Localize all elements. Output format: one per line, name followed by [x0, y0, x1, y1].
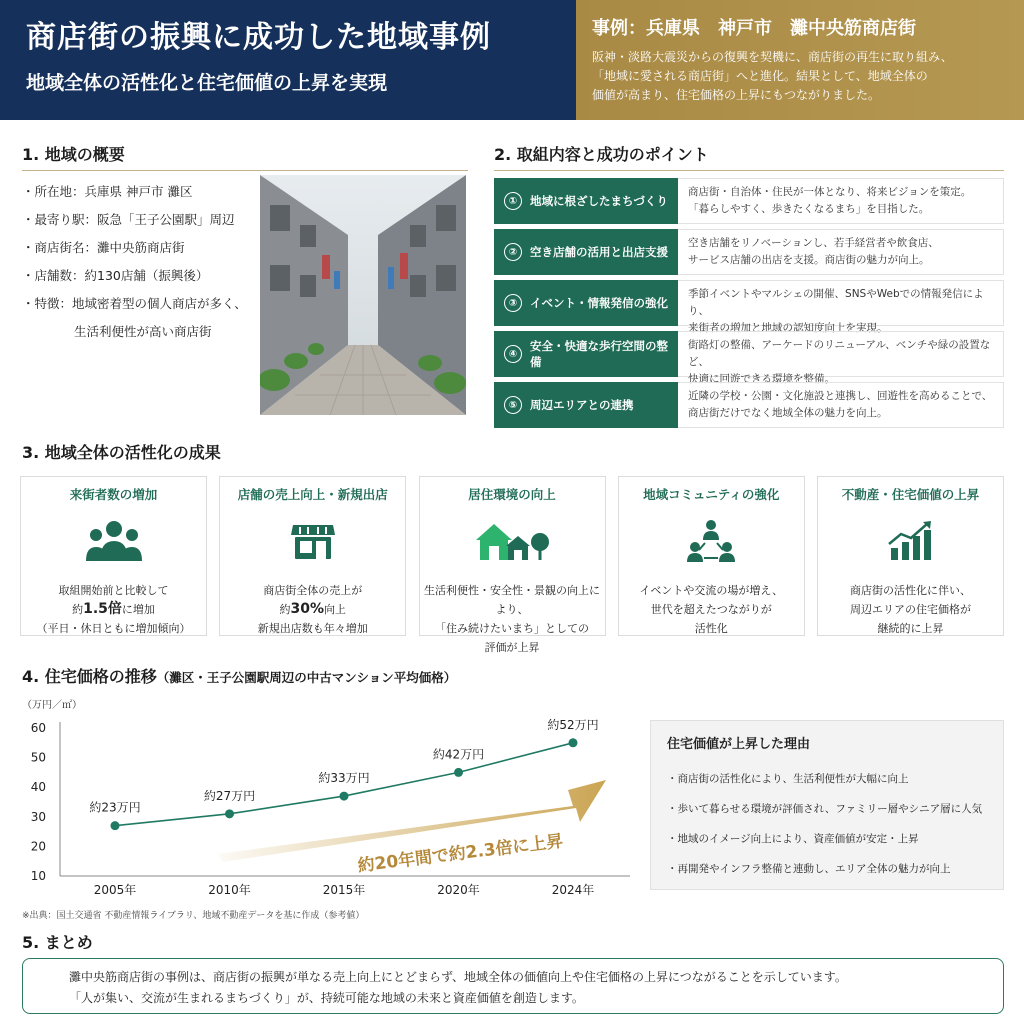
housing-price-line-chart — [18, 694, 638, 906]
case-desc-line: 「地域に愛される商店街」へと進化。結果として、地域全体の — [592, 69, 928, 83]
point-label-text: 安全・快適な歩行空間の整備 — [530, 339, 668, 369]
point-row — [494, 229, 1004, 275]
case-summary-block — [576, 0, 1024, 120]
point-number: ③ — [504, 294, 522, 312]
price-data-point — [569, 738, 578, 747]
reasons-list — [667, 764, 1003, 884]
page-subtitle: 地域全体の活性化と住宅価値の上昇を実現 — [26, 72, 388, 94]
card-title: 不動産・住宅価値の上昇 — [841, 487, 980, 502]
overview-list — [22, 178, 258, 346]
result-card — [419, 476, 606, 654]
point-number: ⑤ — [504, 396, 522, 414]
header-banner — [0, 0, 1024, 120]
summary-box — [22, 958, 1004, 1014]
overview-item-continued: 生活利便性が高い商店街 — [74, 324, 212, 339]
card-line: 新規出店数も年々増加 — [257, 622, 368, 635]
point-desc-line: 季節イベントやマルシェの開催、SNSやWebでの情報発信により、 — [688, 288, 984, 317]
card-line: 世代を超えたつながりが — [650, 603, 772, 616]
summary-line: 「人が集い、交流が生まれるまちづくり」が、持続可能な地域の未来と資産価値を創造します。 — [69, 991, 584, 1005]
result-card — [20, 476, 207, 636]
point-desc-line: 「暮らしやすく、歩きたくなるまち」を目指した。 — [688, 203, 930, 215]
growth-annotation: 約20年間で約2.3倍に上昇 — [356, 831, 565, 877]
shopping-street-photo — [260, 175, 466, 415]
chart-source-note: ※出典：国土交通省 不動産情報ライブラリ、地域不動産データを基に作成（参考値） — [22, 911, 365, 921]
point-row — [494, 331, 1004, 385]
section2-title: 2. 取組内容と成功のポイント — [494, 142, 1004, 171]
reason-item: ・地域のイメージ向上により、資産価値が安定・上昇 — [667, 833, 919, 845]
house-icon — [420, 511, 605, 571]
point-row — [494, 178, 1004, 224]
card-line-prefix: 約 — [72, 603, 84, 616]
price-data-label: 約27万円 — [203, 788, 256, 803]
point-desc-line: サービス店舗の出店を支援。商店街の魅力が向上。 — [688, 254, 930, 266]
card-text — [619, 581, 804, 638]
result-card — [817, 476, 1004, 636]
overview-item: ・商店街名：灘中央筋商店街 — [22, 240, 185, 255]
reasons-title: 住宅価値が上昇した理由 — [667, 737, 811, 752]
card-line-suffix: 向上 — [324, 603, 346, 616]
card-line: 活性化 — [694, 622, 728, 635]
point-number: ④ — [504, 345, 522, 363]
price-data-label: 約33万円 — [318, 771, 370, 786]
reasons-box — [650, 720, 1004, 890]
card-text — [21, 581, 206, 638]
card-highlight-value: 30% — [290, 601, 324, 617]
card-line: イベントや交流の場が増え、 — [639, 584, 784, 597]
point-label-text: 空き店舗の活用と出店支援 — [530, 245, 668, 259]
y-tick-label: 10 — [30, 869, 46, 883]
y-tick-label: 60 — [30, 721, 46, 735]
success-points-list — [494, 178, 1004, 433]
card-line: 継続的に上昇 — [877, 622, 944, 635]
card-title: 来街者数の増加 — [69, 487, 158, 502]
point-desc-line: 来街者の増加と地域の認知度向上を実現。 — [688, 322, 888, 334]
section5-title: 5. まとめ — [22, 933, 93, 952]
overview-item: ・特徴：地域密着型の個人商店が多く、 — [22, 296, 247, 311]
price-data-point — [225, 809, 234, 818]
point-label-text: 地域に根ざしたまちづくり — [530, 194, 668, 208]
point-description — [678, 382, 1004, 428]
card-line: 取組開始前と比較して — [58, 584, 169, 597]
point-desc-line: 商店街だけでなく地域全体の魅力を向上。 — [688, 407, 888, 419]
x-tick-label: 2005年 — [93, 883, 137, 897]
x-tick-label: 2020年 — [437, 883, 480, 897]
reason-item: ・歩いて暮らせる環境が評価され、ファミリー層やシニア層に人気 — [667, 803, 983, 815]
y-tick-label: 50 — [30, 750, 46, 765]
card-line: 商店街全体の売上が — [263, 584, 363, 597]
point-desc-line: 商店街・自治体・住民が一体となり、将来ビジョンを策定。 — [688, 186, 972, 198]
x-tick-label: 2015年 — [322, 883, 366, 897]
card-line: （平日・休日ともに増加傾向） — [36, 622, 191, 635]
point-desc-line: 空き店舗をリノベーションし、若手経営者や飲食店、 — [688, 237, 939, 249]
price-data-label: 約42万円 — [432, 747, 485, 762]
results-cards — [20, 476, 1004, 654]
card-title: 店舗の売上向上・新規出店 — [237, 487, 388, 502]
section1-title: 1. 地域の概要 — [22, 142, 468, 171]
point-label — [494, 382, 678, 428]
x-tick-label: 2010年 — [208, 883, 251, 897]
result-card — [219, 476, 406, 636]
growth-chart-icon — [818, 511, 1003, 571]
x-tick-label: 2024年 — [551, 883, 595, 897]
price-data-point — [340, 792, 349, 801]
reason-item: ・商店街の活性化により、生活利便性が大幅に向上 — [667, 773, 909, 785]
section3-title: 3. 地域全体の活性化の成果 — [22, 443, 221, 462]
point-number: ① — [504, 192, 522, 210]
overview-item: ・店舗数：約130店舗（振興後） — [22, 268, 209, 283]
card-title: 居住環境の向上 — [468, 487, 556, 502]
card-highlight-value: 1.5倍 — [83, 601, 122, 617]
case-desc-line: 価値が高まり、住宅価格の上昇にもつながりました。 — [592, 88, 881, 102]
people-icon — [21, 511, 206, 571]
page-title: 商店街の振興に成功した地域事例 — [26, 20, 491, 55]
case-title: 事例：兵庫県 神戸市 灘中央筋商店街 — [592, 18, 916, 39]
point-description — [678, 178, 1004, 224]
summary-line: 灘中央筋商店街の事例は、商店街の振興が単なる売上向上にとどまらず、地域全体の価値向上や住宅価格の上昇につながることを示しています。 — [69, 970, 847, 984]
price-data-label: 約52万円 — [547, 717, 599, 732]
point-label — [494, 280, 678, 326]
point-description — [678, 229, 1004, 275]
point-desc-line: 近隣の学校・公園・文化施設と連携し、回遊性を高めることで、 — [688, 390, 993, 402]
section4-title — [22, 664, 1004, 692]
card-text — [220, 581, 405, 638]
point-row — [494, 280, 1004, 334]
card-line: 商店街の活性化に伴い、 — [850, 584, 971, 597]
community-icon — [619, 511, 804, 571]
card-line: 「住み続けたいまち」としての — [435, 622, 589, 635]
overview-item: ・最寄り駅：阪急「王子公園駅」周辺 — [22, 212, 235, 227]
shop-icon — [220, 511, 405, 571]
case-desc-line: 阪神・淡路大震災からの復興を契機に、商店街の再生に取り組み、 — [592, 50, 953, 64]
point-label — [494, 229, 678, 275]
point-desc-line: 街路灯の整備、アーケードのリニューアル、ベンチや緑の設置など、 — [688, 339, 991, 368]
card-line-prefix: 約 — [279, 603, 291, 616]
point-number: ② — [504, 243, 522, 261]
section4-title-main: 4. 住宅価格の推移 — [22, 667, 157, 686]
card-line: 生活利便性・安全性・景観の向上により、 — [424, 584, 600, 616]
point-label — [494, 331, 678, 377]
point-label — [494, 178, 678, 224]
header-title-block — [0, 0, 576, 120]
y-tick-label: 40 — [30, 780, 46, 795]
price-data-point — [111, 821, 120, 830]
price-data-label: 約23万円 — [89, 800, 141, 815]
point-desc-line: 快適に回遊できる環境を整備。 — [688, 373, 835, 385]
result-card — [618, 476, 805, 636]
case-description — [592, 48, 1010, 105]
card-line: 評価が上昇 — [484, 641, 540, 654]
card-text — [818, 581, 1003, 638]
point-label-text: 周辺エリアとの連携 — [530, 398, 634, 412]
point-label-text: イベント・情報発信の強化 — [530, 296, 668, 310]
card-text — [420, 581, 605, 657]
overview-item: ・所在地：兵庫県 神戸市 灘区 — [22, 184, 193, 199]
y-axis-unit-label: （万円／㎡） — [22, 700, 82, 711]
point-description — [678, 280, 1004, 334]
point-row — [494, 382, 1004, 428]
section4-title-sub: （灘区・王子公園駅周辺の中古マンション平均価格） — [156, 670, 457, 685]
street-illustration — [260, 175, 466, 415]
card-title: 地域コミュニティの強化 — [643, 487, 780, 502]
price-data-point — [454, 768, 463, 777]
card-line: 周辺エリアの住宅価格が — [850, 603, 971, 616]
y-tick-label: 30 — [30, 809, 46, 824]
point-description — [678, 331, 1004, 385]
card-line-suffix: に増加 — [121, 603, 155, 616]
y-tick-label: 20 — [30, 839, 46, 854]
reason-item: ・再開発やインフラ整備と連動し、エリア全体の魅力が向上 — [667, 863, 951, 875]
